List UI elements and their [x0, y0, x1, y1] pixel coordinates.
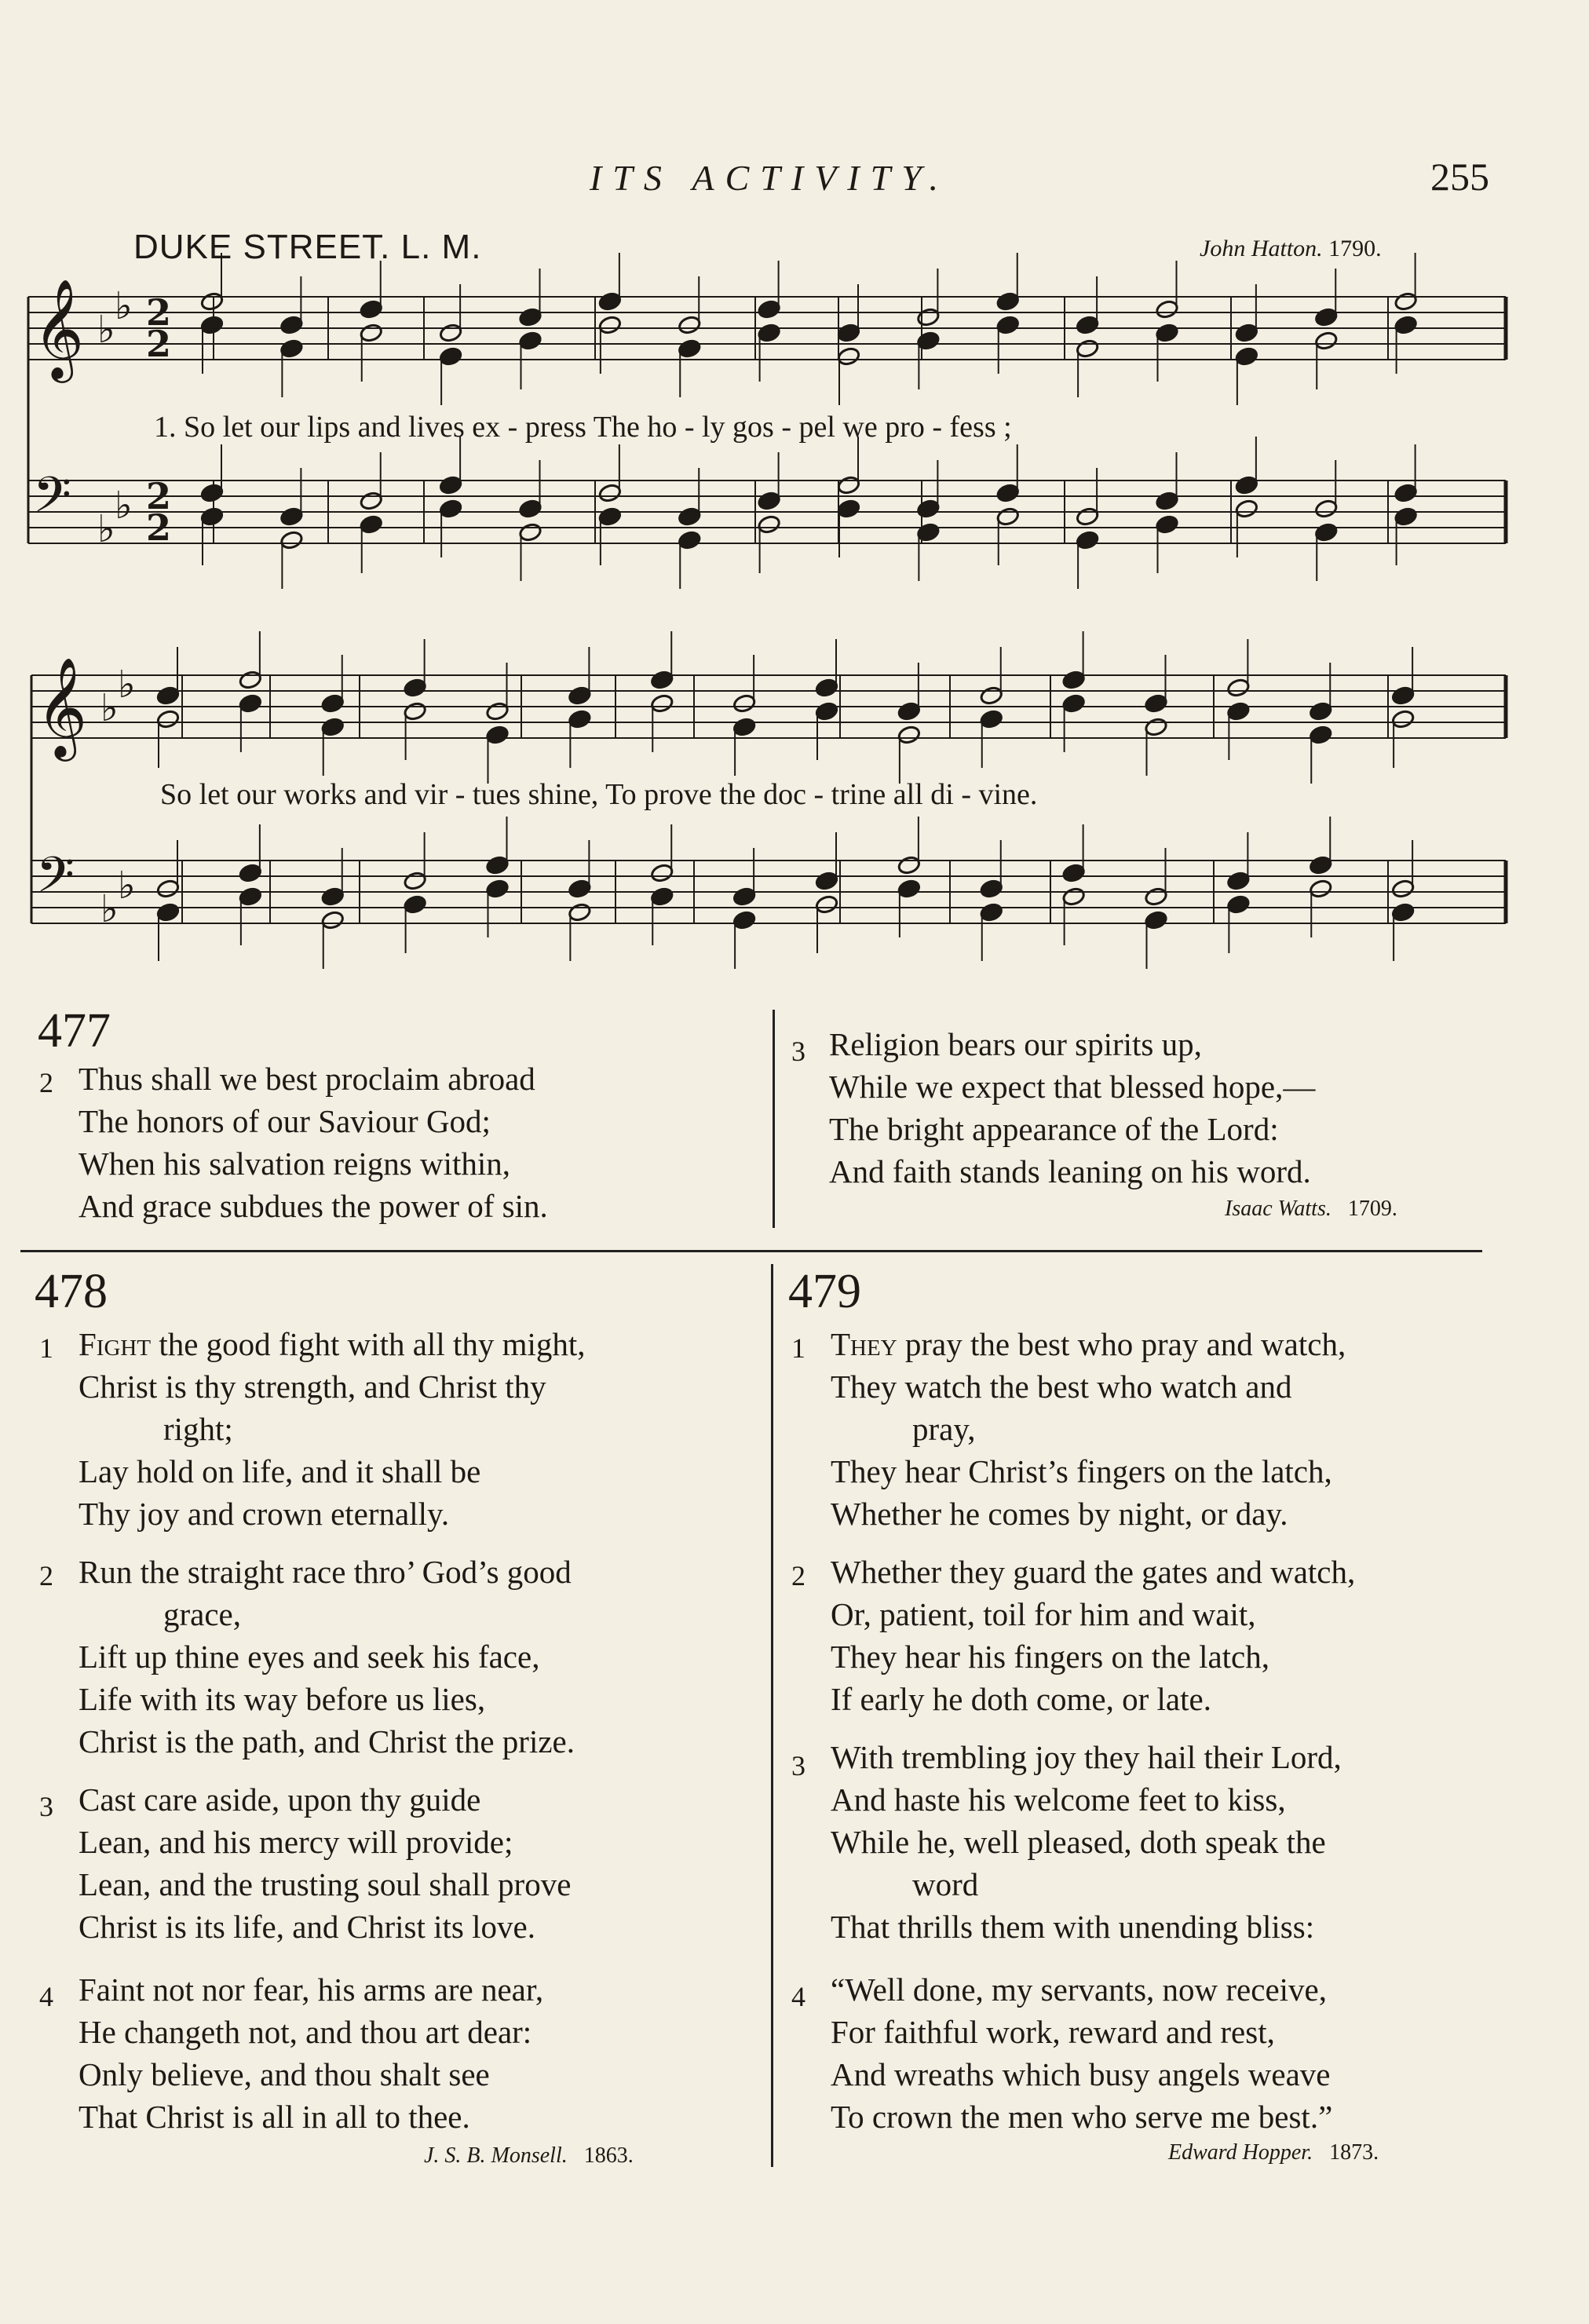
verse-line: They hear his fingers on the latch,: [831, 1639, 1270, 1675]
note-head: [156, 879, 181, 899]
hymn-number-477: 477: [38, 1004, 111, 1058]
note-head: [732, 693, 757, 714]
first-word: Fight: [79, 1326, 152, 1362]
hymn-479-attribution: [1168, 2140, 1379, 2165]
note-head: [485, 855, 510, 875]
flat-sign: ♭: [118, 864, 136, 908]
lyric-line-1: 1. So let our lips and lives ex - press The ho - ly gos - pel we pro - fess ;: [154, 411, 1012, 444]
note-head: [598, 506, 623, 527]
note-head: [200, 291, 225, 312]
verse-line: While we expect that blessed hope,—: [829, 1069, 1316, 1105]
verse-line: Lean, and his mercy will provide;: [79, 1824, 513, 1860]
verse-line: Lift up thine eyes and seek his face,: [79, 1639, 540, 1675]
flat-sign: ♭: [97, 507, 115, 551]
verse-number: 2: [39, 1067, 53, 1098]
verse-line: And grace subdues the power of sin.: [79, 1188, 548, 1224]
note-head: [359, 299, 383, 320]
verse-line: They watch the best who watch and: [831, 1368, 1292, 1405]
verse-number: 3: [791, 1036, 805, 1067]
verse-line: word: [912, 1866, 979, 1902]
note-head: [1235, 346, 1259, 367]
verse-line: Whether he comes by night, or day.: [831, 1496, 1288, 1532]
note-head: [598, 315, 623, 335]
hymn-477-attribution: [1225, 1197, 1397, 1222]
note-head: [1309, 855, 1333, 875]
note-head: [678, 338, 702, 359]
year: 1873.: [1329, 2140, 1379, 2165]
note-head: [1144, 910, 1168, 930]
note-head: [403, 894, 427, 915]
flat-sign: ♭: [97, 308, 115, 352]
note-head: [678, 506, 702, 527]
verse-line: With trembling joy they hail their Lord,: [831, 1739, 1342, 1775]
verse-line: He changeth not, and thou art dear:: [79, 2014, 532, 2050]
note-head: [1061, 863, 1086, 883]
note-head: [732, 910, 757, 930]
note-head: [837, 499, 861, 519]
note-head: [1235, 475, 1259, 495]
note-head: [815, 894, 839, 915]
verse-line: “Well done, my servants, now receive,: [831, 1971, 1327, 2008]
verse-number: 4: [791, 1981, 805, 2012]
note-head: [979, 902, 1003, 923]
note-head: [1076, 315, 1100, 335]
note-head: [1076, 506, 1100, 527]
note-head: [598, 483, 623, 503]
note-head: [995, 506, 1020, 527]
verse-number: 2: [791, 1560, 805, 1591]
note-head: [757, 491, 781, 511]
lyric-line-2: So let our works and vir - tues shine, To prove the doc - trine all di - vine.: [160, 778, 1038, 811]
verse-line: The bright appearance of the Lord:: [829, 1111, 1279, 1147]
note-head: [1076, 530, 1100, 550]
note-head: [239, 863, 263, 883]
note-head: [518, 499, 542, 519]
verse-number: 4: [39, 1981, 53, 2012]
verse-line: grace,: [163, 1596, 241, 1632]
treble-clef: 𝄞: [36, 656, 88, 757]
note-head: [359, 514, 383, 535]
composer-name: John Hatton.: [1200, 236, 1323, 261]
note-head: [439, 323, 463, 343]
note-head: [279, 530, 304, 550]
hymn-number-478: 478: [35, 1265, 108, 1318]
verse-line: And wreaths which busy angels weave: [831, 2056, 1331, 2092]
author: Isaac Watts.: [1225, 1197, 1331, 1221]
page-number: 255: [1430, 155, 1489, 199]
year: 1863.: [583, 2143, 634, 2168]
bass-clef: 𝄢: [36, 846, 75, 915]
note-head: [568, 902, 592, 923]
note-head: [1226, 871, 1251, 891]
note-head: [359, 323, 383, 343]
running-header: ITS ACTIVITY.: [589, 158, 950, 198]
column-divider: [771, 1264, 773, 2167]
note-head: [568, 879, 592, 899]
note-head: [1144, 693, 1168, 714]
note-head: [1391, 902, 1415, 923]
verse-line: For faithful work, reward and rest,: [831, 2014, 1275, 2050]
note-head: [1309, 725, 1333, 745]
verse-number: 3: [39, 1791, 53, 1822]
note-head: [1314, 522, 1339, 543]
verse-line: That thrills them with unending bliss:: [831, 1909, 1315, 1945]
note-head: [1309, 879, 1333, 899]
note-head: [678, 530, 702, 550]
note-head: [1226, 894, 1251, 915]
note-head: [439, 346, 463, 367]
note-head: [403, 678, 427, 698]
note-head: [650, 670, 674, 690]
note-head: [1314, 307, 1339, 327]
verse-line: Thy joy and crown eternally.: [79, 1496, 450, 1532]
note-head: [279, 315, 304, 335]
note-head: [518, 522, 542, 543]
verse-line: Only believe, and thou shalt see: [79, 2056, 490, 2092]
note-head: [979, 709, 1003, 729]
note-head: [916, 499, 941, 519]
note-head: [485, 725, 510, 745]
note-head: [156, 902, 181, 923]
note-head: [320, 910, 345, 930]
verse-line: [79, 1324, 586, 1365]
verse-line: And haste his welcome feet to kiss,: [831, 1781, 1286, 1818]
note-head: [200, 315, 225, 335]
note-head: [815, 871, 839, 891]
verse-line: Whether they guard the gates and watch,: [831, 1554, 1356, 1590]
line-rest: pray the best who pray and watch,: [897, 1326, 1346, 1362]
note-head: [200, 506, 225, 527]
note-head: [837, 475, 861, 495]
note-head: [320, 717, 345, 737]
note-head: [995, 315, 1020, 335]
note-head: [1394, 291, 1418, 312]
flat-sign: ♭: [100, 887, 119, 931]
score-svg: [0, 0, 1589, 1013]
flat-sign: ♭: [118, 663, 136, 707]
verse-line: Christ is thy strength, and Christ thy: [79, 1368, 546, 1405]
music-score: [0, 0, 1589, 1013]
verse-number: 1: [791, 1332, 805, 1364]
first-word: They: [831, 1326, 897, 1362]
verse-line: The honors of our Saviour God;: [79, 1103, 491, 1139]
note-head: [1391, 879, 1415, 899]
note-head: [403, 871, 427, 891]
note-head: [1394, 483, 1418, 503]
verse-line: Cast care aside, upon thy guide: [79, 1781, 481, 1818]
note-head: [757, 299, 781, 320]
note-head: [403, 701, 427, 722]
verse-number: 3: [791, 1750, 805, 1781]
note-head: [320, 693, 345, 714]
note-head: [650, 863, 674, 883]
note-head: [1061, 693, 1086, 714]
note-head: [916, 522, 941, 543]
note-head: [518, 331, 542, 351]
note-head: [1394, 315, 1418, 335]
verse-line: right;: [163, 1411, 233, 1447]
note-head: [439, 499, 463, 519]
note-head: [815, 678, 839, 698]
note-head: [1061, 670, 1086, 690]
author: J. S. B. Monsell.: [424, 2143, 568, 2168]
verse-line: Lay hold on life, and it shall be: [79, 1453, 481, 1489]
note-head: [1226, 678, 1251, 698]
flat-sign: ♭: [115, 484, 133, 528]
note-head: [757, 514, 781, 535]
note-head: [1155, 514, 1179, 535]
verse-line: Religion bears our spirits up,: [829, 1026, 1202, 1062]
verse-line: Christ is the path, and Christ the prize.: [79, 1723, 575, 1759]
note-head: [979, 879, 1003, 899]
bass-clef: 𝄢: [33, 466, 71, 535]
note-head: [732, 717, 757, 737]
verse-line: Life with its way before us lies,: [79, 1681, 486, 1717]
note-head: [1235, 323, 1259, 343]
verse-line: Run the straight race thro’ God’s good: [79, 1554, 572, 1590]
note-head: [156, 685, 181, 706]
verse-line: Faint not nor fear, his arms are near,: [79, 1971, 544, 2008]
note-head: [837, 323, 861, 343]
note-head: [485, 701, 510, 722]
time-signature-digit: 2: [146, 291, 172, 334]
note-head: [1309, 701, 1333, 722]
note-head: [598, 291, 623, 312]
note-head: [1314, 331, 1339, 351]
note-head: [837, 346, 861, 367]
flat-sign: ♭: [115, 284, 133, 328]
note-head: [897, 725, 922, 745]
hymn-478-attribution: [424, 2143, 634, 2169]
note-head: [650, 886, 674, 907]
note-head: [1394, 506, 1418, 527]
note-head: [1144, 886, 1168, 907]
verse-line: If early he doth come, or late.: [831, 1681, 1211, 1717]
note-head: [239, 670, 263, 690]
section-rule: [20, 1250, 1482, 1252]
hymn-number-479: 479: [788, 1265, 861, 1318]
note-head: [995, 483, 1020, 503]
note-head: [279, 506, 304, 527]
note-head: [916, 307, 941, 327]
verse-number: 2: [39, 1560, 53, 1591]
note-head: [1235, 499, 1259, 519]
column-divider: [773, 1010, 775, 1228]
composer-year: 1790.: [1328, 236, 1382, 261]
note-head: [979, 685, 1003, 706]
verse-line: When his salvation reigns within,: [79, 1146, 510, 1182]
note-head: [439, 475, 463, 495]
verse-line: And faith stands leaning on his word.: [829, 1153, 1311, 1189]
note-head: [239, 886, 263, 907]
note-head: [200, 483, 225, 503]
verse-line: They hear Christ’s fingers on the latch,: [831, 1453, 1332, 1489]
note-head: [897, 879, 922, 899]
note-head: [650, 693, 674, 714]
verse-line: Lean, and the trusting soul shall prove: [79, 1866, 572, 1902]
note-head: [279, 338, 304, 359]
time-signature-digit: 2: [146, 506, 172, 549]
note-head: [916, 331, 941, 351]
verse-line: To crown the men who serve me best.”: [831, 2099, 1333, 2135]
verse-line: [831, 1324, 1346, 1365]
note-head: [1391, 709, 1415, 729]
note-head: [1076, 338, 1100, 359]
verse-line: Christ is its life, and Christ its love.: [79, 1909, 535, 1945]
note-head: [1144, 717, 1168, 737]
time-signature-digit: 2: [146, 475, 172, 517]
note-head: [568, 685, 592, 706]
note-head: [485, 879, 510, 899]
note-head: [320, 886, 345, 907]
note-head: [359, 491, 383, 511]
note-head: [757, 323, 781, 343]
line-rest: the good fight with all thy might,: [151, 1326, 586, 1362]
note-head: [156, 709, 181, 729]
note-head: [897, 701, 922, 722]
verse-line: pray,: [912, 1411, 976, 1447]
note-head: [1391, 685, 1415, 706]
note-head: [1314, 499, 1339, 519]
note-head: [568, 709, 592, 729]
note-head: [1155, 323, 1179, 343]
verse-line: Thus shall we best proclaim abroad: [79, 1061, 535, 1097]
verse-line: That Christ is all in all to thee.: [79, 2099, 470, 2135]
note-head: [732, 886, 757, 907]
note-head: [678, 315, 702, 335]
note-head: [1155, 299, 1179, 320]
note-head: [1226, 701, 1251, 722]
note-head: [239, 693, 263, 714]
note-head: [995, 291, 1020, 312]
tune-name: DUKE STREET. L. M.: [133, 228, 482, 266]
note-head: [1155, 491, 1179, 511]
verse-line: Or, patient, toil for him and wait,: [831, 1596, 1256, 1632]
note-head: [518, 307, 542, 327]
flat-sign: ♭: [100, 686, 119, 730]
note-head: [897, 855, 922, 875]
time-signature-digit: 2: [146, 323, 172, 365]
author: Edward Hopper.: [1168, 2140, 1313, 2165]
verse-number: 1: [39, 1332, 53, 1364]
treble-clef: 𝄞: [33, 278, 85, 378]
note-head: [1061, 886, 1086, 907]
year: 1709.: [1347, 1197, 1397, 1221]
note-head: [815, 701, 839, 722]
verse-line: While he, well pleased, doth speak the: [831, 1824, 1326, 1860]
